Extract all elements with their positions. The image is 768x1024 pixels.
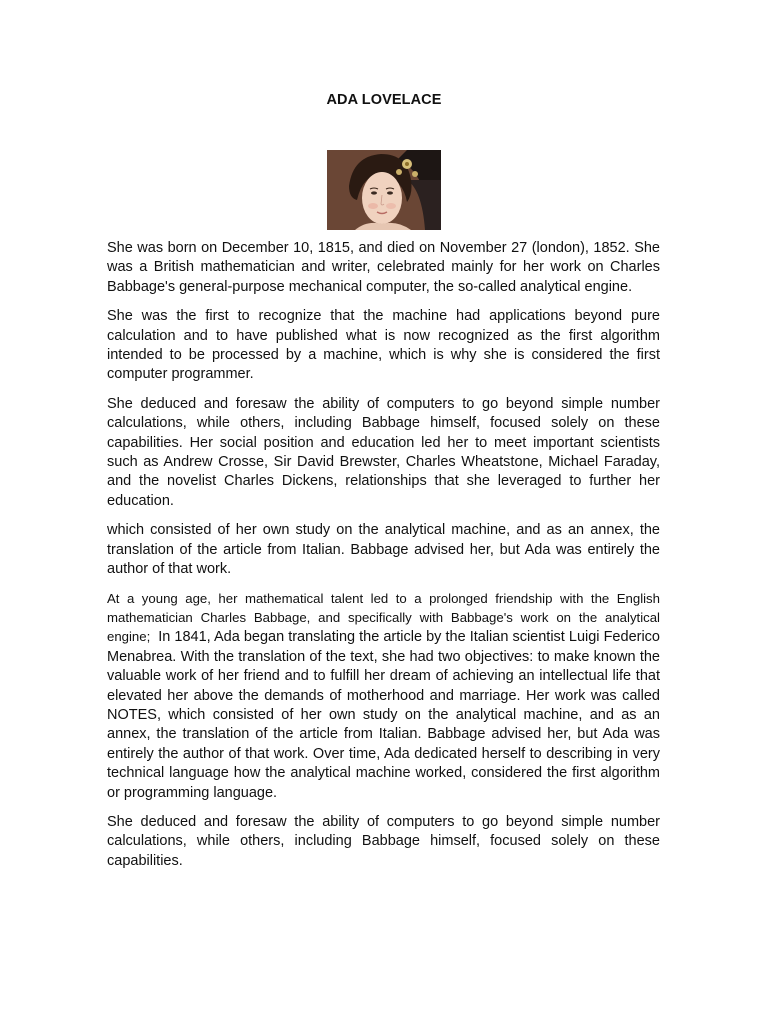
paragraph-3: She deduced and foresaw the ability of computers to go beyond simple number calculations, while others, including Babbage himself, focused solely on these capabilities. Her social position and education led her to meet important scientists such as Andrew Crosse, Sir David Brewster, Charles Wheatstone, Michael Faraday, and the novelist Charles Dickens, relationships that she leveraged to further her education. bbox=[107, 395, 660, 509]
paragraph-6: She deduced and foresaw the ability of computers to go beyond simple number calculations, while others, including Babbage himself, focused solely on these capabilities. bbox=[107, 813, 660, 869]
paragraph-4: which consisted of her own study on the analytical machine, and as an annex, the translation of the article from Italian. Babbage advised her, but Ada was entirely the author of that work. bbox=[107, 522, 660, 578]
document-title: ADA LOVELACE bbox=[326, 92, 442, 108]
paragraph-1: She was born on December 10, 1815, and died on November 27 (london), 1852. She was a British mathematician and writer, celebrated mainly for her work on Charles Babbage's general-purpose mechanical computer, the so-called analytical engine. bbox=[107, 240, 660, 295]
paragraph-5-small-text: At a young age, her mathematical talent led to a prolonged friendship with the English mathematician Charles Babbage, and specifically with Babbage's work on the analytical engine; bbox=[107, 590, 660, 645]
paragraph-5 bbox=[107, 590, 660, 803]
document-body bbox=[107, 239, 660, 881]
paragraph-2: She was the first to recognize that the machine had applications beyond pure calculation and to have published what is now recognized as the first algorithm intended to be processed by a machine, which is why she is considered the first computer programmer. bbox=[107, 308, 660, 383]
paragraph-5-normal-text: In 1841, Ada began translating the article by the Italian scientist Luigi Federico Menabrea. With the translation of the text, she had two objectives: to make known the valuable work of her friend and to fulfill her dream of achieving an intellectual life that elevated her above the demands of motherhood and marriage. Her work was called NOTES, which consisted of her own study on the analytical machine, and as an annex, the translation of the article from Italian. Babbage advised her, but Ada was entirely the author of that work. Over time, Ada dedicated herself to describing in very technical language how the analytical machine worked, considered the first algorithm or programming language. bbox=[107, 629, 660, 801]
portrait-image bbox=[327, 150, 441, 230]
